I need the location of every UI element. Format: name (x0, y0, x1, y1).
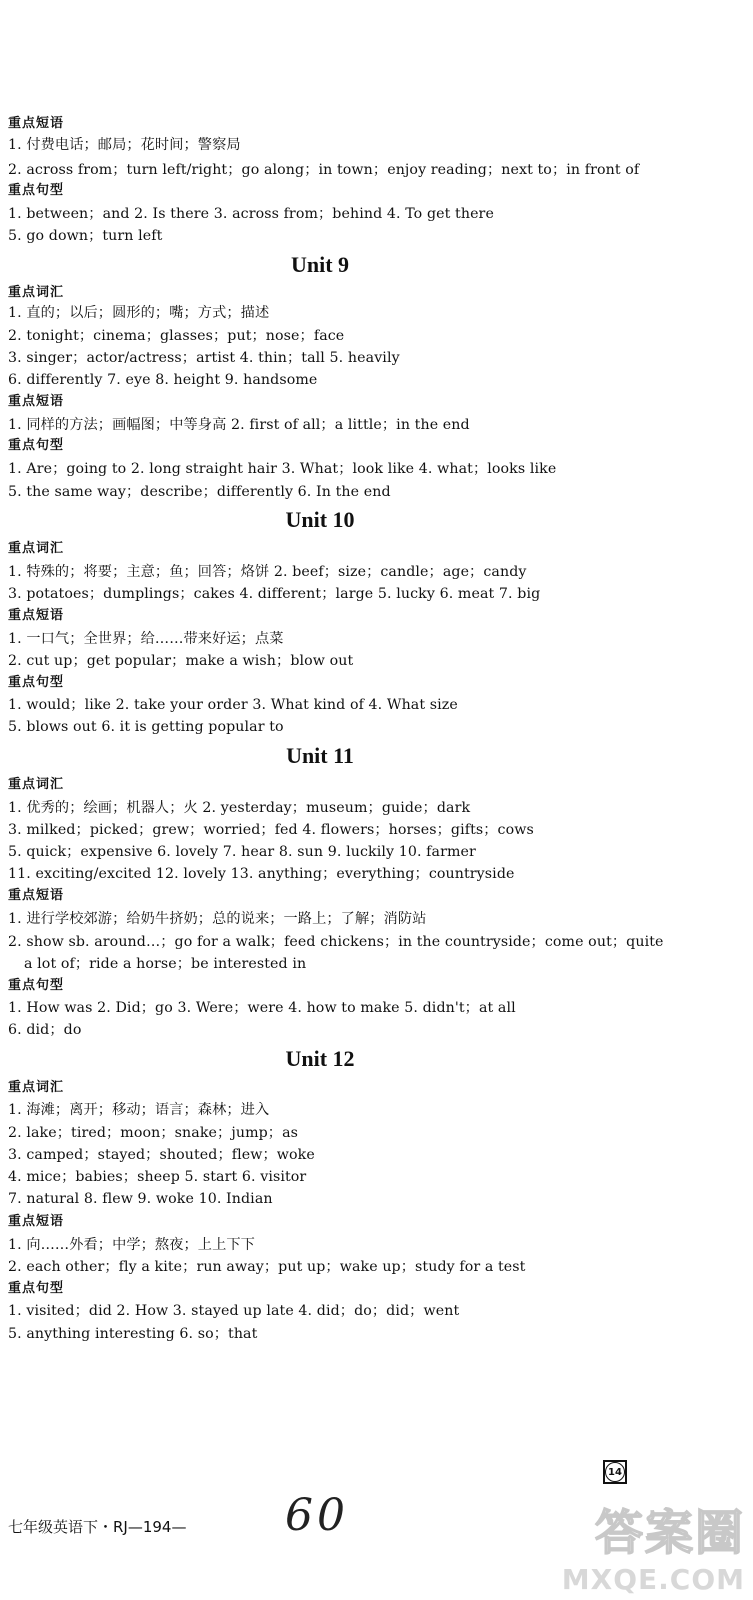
section-heading-vocab: 重点词汇 (8, 1080, 65, 1095)
answer-line: 1. visited；did 2. How 3. stayed up late 4. did；do；did；went (8, 1303, 460, 1319)
answer-line: 6. differently 7. eye 8. height 9. handsome (8, 372, 318, 388)
answer-line: 1. 海滩；离开；移动；语言；森林；进入 (8, 1102, 270, 1118)
answer-line: 3. singer；actor/actress；artist 4. thin；tall 5. heavily (8, 350, 400, 366)
section-heading-vocab: 重点词汇 (8, 777, 65, 792)
watermark-logo: 答案圈 (594, 1505, 745, 1561)
answer-line: 5. quick；expensive 6. lovely 7. hear 8. sun 9. luckily 10. farmer (8, 844, 476, 860)
section-heading-phrases: 重点短语 (8, 394, 65, 409)
section-heading-vocab: 重点词汇 (8, 541, 65, 556)
answer-line: 3. potatoes；dumplings；cakes 4. different；large 5. lucky 6. meat 7. big (8, 586, 541, 602)
page-number: 14 (605, 1462, 625, 1482)
watermark (545, 1466, 745, 1596)
answer-line: 1. between；and 2. Is there 3. across from；behind 4. To get there (8, 206, 494, 222)
unit-10-title: Unit 10 (285, 507, 355, 532)
answer-line: 1. 直的；以后；圆形的；嘴；方式；描述 (8, 305, 270, 321)
section-heading-sentences: 重点句型 (8, 1281, 65, 1296)
answer-line: 2. across from；turn left/right；go along；in town；enjoy reading；next to；in front of (8, 162, 640, 178)
watermark-url: MXQE.COM (561, 1563, 745, 1596)
handwritten-note: 60 (285, 1490, 349, 1541)
answer-line: 1. would；like 2. take your order 3. What kind of 4. What size (8, 697, 458, 713)
answer-line: 2. cut up；get popular；make a wish；blow out (8, 653, 354, 669)
answer-line: 2. show sb. around…；go for a walk；feed chickens；in the countryside；come out；quite (8, 934, 664, 950)
unit-12-title: Unit 12 (285, 1046, 355, 1071)
answer-line: 1. 一口气；全世界；给……带来好运；点菜 (8, 631, 284, 647)
answer-line: 4. mice；babies；sheep 5. start 6. visitor (8, 1169, 307, 1185)
section-heading-sentences: 重点句型 (8, 183, 65, 198)
answer-line: 1. 优秀的；绘画；机器人；火 2. yesterday；museum；guide；dark (8, 800, 471, 816)
section-heading-sentences: 重点句型 (8, 978, 65, 993)
answer-line: 2. lake；tired；moon；snake；jump；as (8, 1125, 299, 1141)
answer-line: 2. each other；fly a kite；run away；put up；wake up；study for a test (8, 1259, 526, 1275)
answer-line: 1. 进行学校郊游；给奶牛挤奶；总的说来；一路上；了解；消防站 (8, 911, 427, 927)
section-heading-phrases: 重点短语 (8, 116, 65, 131)
answer-line: 5. the same way；describe；differently 6. In the end (8, 484, 391, 500)
answer-line: 5. anything interesting 6. so；that (8, 1326, 258, 1342)
answer-line: 1. 付费电话；邮局；花时间；警察局 (8, 137, 241, 153)
answer-line: 7. natural 8. flew 9. woke 10. Indian (8, 1191, 273, 1207)
answer-line: 6. did；do (8, 1022, 82, 1038)
answer-line: 1. How was 2. Did；go 3. Were；were 4. how to make 5. didn't；at all (8, 1000, 516, 1016)
answer-line: 3. camped；stayed；shouted；flew；woke (8, 1147, 315, 1163)
answer-line: 1. 向……外看；中学；熬夜；上上下下 (8, 1237, 255, 1253)
answer-line: 5. go down；turn left (8, 228, 163, 244)
unit-11-title: Unit 11 (286, 743, 354, 768)
section-heading-vocab: 重点词汇 (8, 285, 65, 300)
answer-line: 11. exciting/excited 12. lovely 13. anything；everything；countryside (8, 866, 515, 882)
page-footer: 七年级英语下・RJ—194— (8, 1518, 187, 1536)
answer-line: 3. milked；picked；grew；worried；fed 4. flowers；horses；gifts；cows (8, 822, 534, 838)
section-heading-sentences: 重点句型 (8, 438, 65, 453)
answer-line: a lot of；ride a horse；be interested in (24, 956, 307, 972)
section-heading-phrases: 重点短语 (8, 888, 65, 903)
unit-9-title: Unit 9 (290, 252, 350, 277)
answer-line: 1. 同样的方法；画幅图；中等身高 2. first of all；a little；in the end (8, 417, 470, 433)
answer-line: 5. blows out 6. it is getting popular to (8, 719, 284, 735)
section-heading-phrases: 重点短语 (8, 608, 65, 623)
answer-line: 1. 特殊的；将要；主意；鱼；回答；烙饼 2. beef；size；candle；age；candy (8, 564, 527, 580)
answer-line: 2. tonight；cinema；glasses；put；nose；face (8, 328, 345, 344)
section-heading-phrases: 重点短语 (8, 1214, 65, 1229)
answer-line: 1. Are；going to 2. long straight hair 3. What；look like 4. what；looks like (8, 461, 557, 477)
section-heading-sentences: 重点句型 (8, 675, 65, 690)
